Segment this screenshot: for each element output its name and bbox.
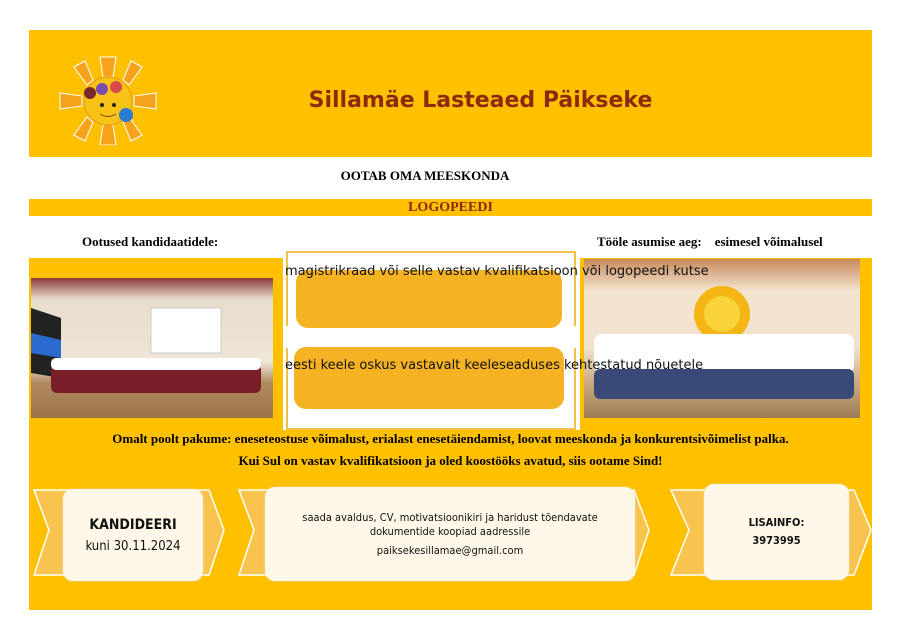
children-photo-icon [31,278,273,418]
offer-text: Omalt poolt pakume: eneseteostuse võimalust, erialast enesetäiendamist, loovat meeskonda ja konkurentsivõimelist palka. [112,431,789,446]
invite-text: Kui Sul on vastav kvalifikatsioon ja oled koostööks avatud, siis ootame Sind! [238,453,663,468]
position-title: LOGOPEEDI [408,200,493,215]
expectations-label: Ootused kandidaatidele: [82,234,219,249]
start-label: Tööle asumise aeg: [597,234,702,249]
email-link[interactable]: paiksekesillamae@gmail.com [376,543,524,557]
expectation-box-2 [294,347,564,409]
expectation-item-2: eesti keele oskus vastavalt keeleseaduses kehtestatud nõuetele [285,358,704,373]
page-title: Sillamäe Lasteaed Päikseke [308,88,653,113]
apply-title: KANDIDEERI [89,516,177,533]
apply-deadline: kuni 30.11.2024 [85,538,181,554]
info-card [704,484,849,580]
apply-card [63,489,203,581]
start-time [597,234,823,250]
children-mascot-photo-icon [584,259,860,418]
send-text: saada avaldus, CV, motivatsioonikiri ja haridust tõendavate dokumentide koopiad aadressile [302,510,598,538]
subtitle: OOTAB OMA MEESKONDA [340,168,510,183]
send-card [265,487,635,581]
start-value: esimesel võimalusel [714,234,823,249]
info-phone: 3973995 [752,534,801,547]
sun-logo-icon [58,55,162,145]
photo-children-right [584,259,860,418]
expectations-panel [283,250,709,430]
photo-children-left [31,278,273,418]
info-label: LISAINFO: [748,516,805,529]
expectation-item-1: magistrikraad või selle vastav kvalifikatsioon või logopeedi kutse [285,264,709,279]
position-bar [29,199,872,216]
